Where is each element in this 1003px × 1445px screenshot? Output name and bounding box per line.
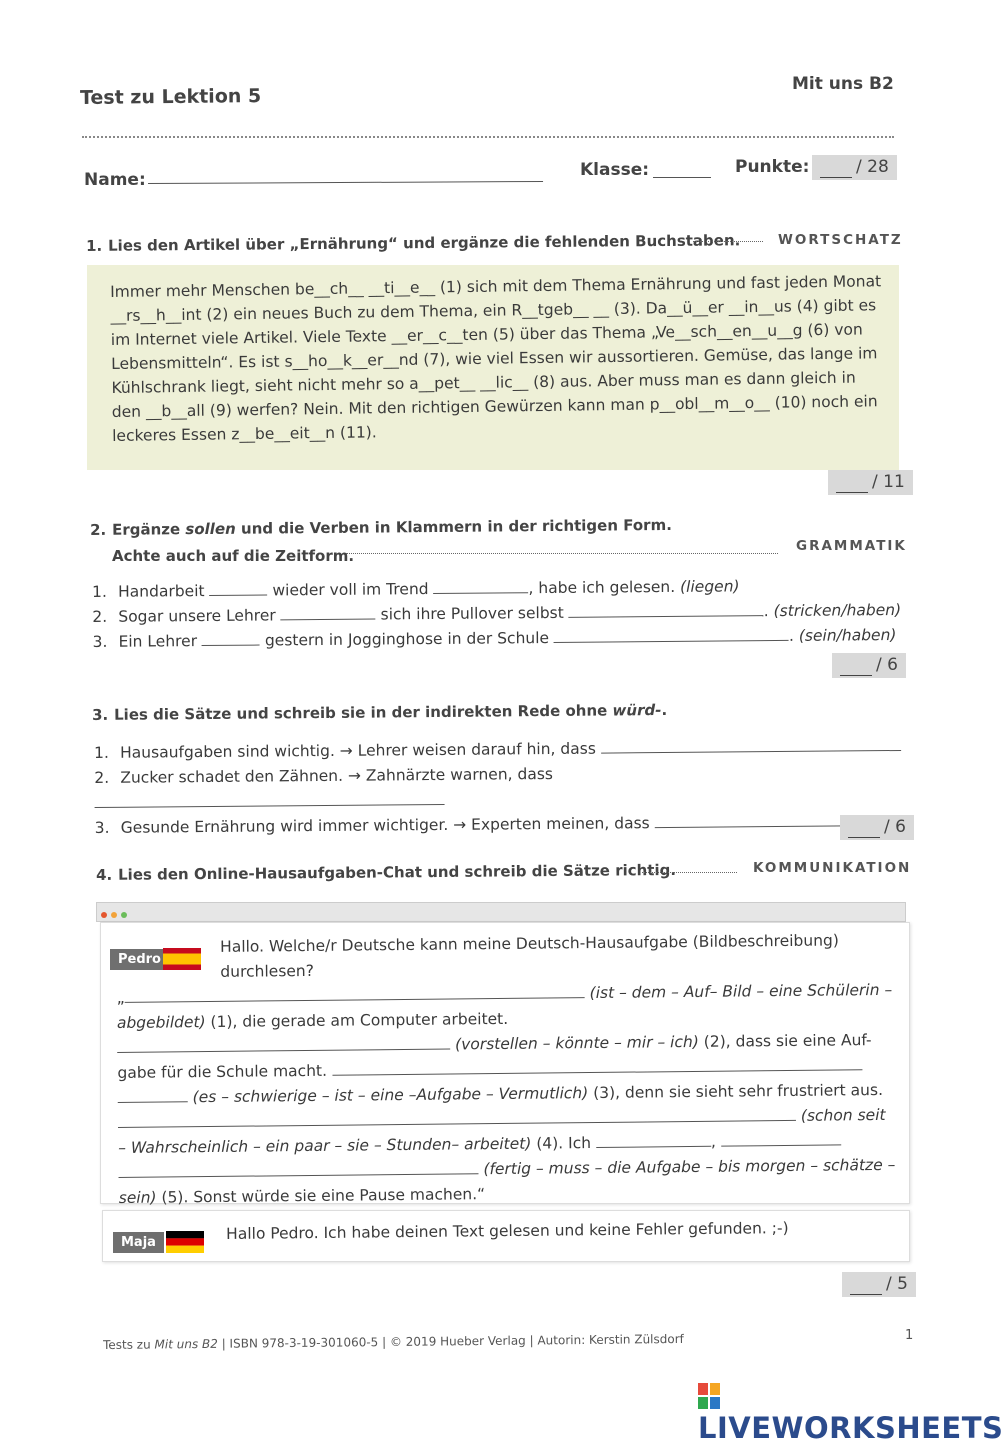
item-text: .: [788, 626, 794, 645]
sender-maja: Maja: [113, 1232, 164, 1253]
task1-number: 1.: [86, 236, 103, 255]
task2-instruction-italic: sollen: [185, 519, 236, 539]
liveworksheets-brand: LIVEWORKSHEETS: [698, 1411, 1003, 1445]
item-text: Sogar unsere Lehrer: [118, 606, 276, 626]
item-number: 3.: [92, 632, 108, 651]
item-text: Ein Lehrer: [118, 632, 198, 651]
pedro-message: [116, 928, 899, 1211]
task1-score-max: / 11: [872, 472, 905, 492]
item-number: 2.: [94, 768, 110, 787]
word-hint: (schon seit: [800, 1105, 886, 1125]
header-divider: [82, 136, 894, 138]
quote-mark: „: [116, 988, 125, 1007]
task3-title: [92, 701, 667, 724]
answer-blank[interactable]: [596, 1146, 711, 1148]
total-score-max: / 28: [856, 157, 889, 177]
name-input[interactable]: [148, 164, 543, 184]
task1-instruction: Lies den Artikel über „Ernährung“ und ergänze die fehlenden Buchstaben.: [107, 231, 741, 255]
item-text: Hausaufgaben sind wichtig. → Lehrer weisen darauf hin, dass: [120, 739, 596, 762]
word-hint: sein): [118, 1188, 157, 1207]
answer-blank[interactable]: [569, 615, 764, 618]
word-hint: (fertig – muss – die Aufgabe – bis morgen – schätze –: [483, 1155, 896, 1179]
message-text: (2), dass sie eine Auf-: [698, 1031, 872, 1051]
answer-blank[interactable]: [601, 750, 901, 754]
total-score: [812, 155, 897, 180]
task4-score: [842, 1272, 916, 1297]
message-text: ,: [710, 1132, 716, 1151]
cloze-line[interactable]: __rs__h__int (2) ein neues Buch zu dem Thema, ein R__tgeb__ __ (3). Da__ü__er __in__us (4) gibt es: [110, 296, 877, 325]
task2-list: [92, 573, 908, 655]
answer-blank[interactable]: [125, 997, 585, 1003]
answer-blank[interactable]: [118, 1120, 796, 1128]
name-label: Name:: [84, 170, 146, 190]
message-text: (3), denn sie sieht sehr frustriert aus.: [588, 1080, 884, 1103]
germany-flag-icon: [166, 1231, 204, 1253]
task4-score-max: / 5: [886, 1274, 908, 1294]
task1-title: [86, 231, 740, 255]
maja-message: Hallo Pedro. Ich habe deinen Text gelesen und keine Fehler gefunden. ;-): [226, 1219, 789, 1243]
item-number: 1.: [94, 743, 109, 762]
window-dot-icon: [101, 912, 107, 918]
task3-instruction-b: .: [661, 700, 668, 720]
task2-instruction-a: Ergänze: [111, 520, 186, 539]
task3-instruction-italic: würd-: [612, 701, 662, 720]
answer-blank[interactable]: [119, 1173, 479, 1178]
task3-item: [94, 759, 906, 816]
pedro-intro: durchlesen?: [220, 961, 315, 981]
item-number: 1.: [92, 582, 107, 601]
task3-list: [94, 734, 907, 841]
task3-score: [840, 815, 914, 840]
task3-score-input[interactable]: [848, 817, 880, 838]
task1-leader: [693, 241, 763, 242]
item-number: 2.: [92, 607, 108, 626]
item-text: Zucker schadet den Zähnen. → Zahnärzte warnen, dass: [120, 764, 554, 787]
task2-instruction-b: und die Verben in Klammern in der richtigen Form.: [235, 515, 672, 538]
book-title: Mit uns B2: [792, 74, 894, 94]
answer-blank[interactable]: [721, 1144, 841, 1146]
test-title: Test zu Lektion 5: [79, 85, 262, 109]
window-dot-icon: [121, 912, 127, 918]
verb-hint: (liegen): [680, 577, 740, 596]
task2-leader: [346, 553, 778, 554]
cloze-text: [110, 269, 884, 448]
task2-number: 2.: [90, 520, 107, 539]
message-text: (5). Sonst würde sie eine Pause machen.“: [156, 1185, 486, 1207]
sender-pedro: Pedro: [110, 949, 169, 970]
task4-instruction: Lies den Online-Hausaufgaben-Chat und schreib die Sätze richtig.: [117, 860, 677, 884]
cloze-line[interactable]: Kühlschrank liegt, sieht nicht mehr so a__pet__ __lic__ (8) aus. Aber muss man es dann gleich in: [111, 368, 856, 397]
answer-blank[interactable]: [332, 1069, 862, 1076]
task1-score-input[interactable]: [836, 472, 868, 493]
task4-number: 4.: [96, 865, 113, 884]
task3-number: 3.: [92, 705, 109, 724]
message-text: gabe für die Schule macht.: [117, 1061, 328, 1082]
task3-score-max: / 6: [884, 817, 906, 837]
verb-hint: (sein/haben): [798, 625, 897, 645]
task2-title-line2: Achte auch auf die Zeitform.: [112, 547, 355, 565]
task4-title: [96, 861, 676, 884]
cloze-line[interactable]: im Internet viele Artikel. Viele Texte __er__c__ten (5) über das Thema „Ve__sch__en__u__g (6) von: [110, 320, 863, 349]
task2-section-tag: GRAMMATIK: [796, 538, 907, 554]
task2-score-input[interactable]: [840, 655, 872, 676]
task1-score: [828, 470, 913, 495]
chat-window-titlebar: [96, 902, 906, 922]
task3-instruction-a: Lies die Sätze und schreib sie in der indirekten Rede ohne: [113, 701, 613, 724]
footer-credits: [103, 1332, 684, 1352]
pedro-intro: Hallo. Welche/r Deutsche kann meine Deutsch-Hausaufgabe (Bildbeschreibung): [220, 931, 839, 956]
cloze-line[interactable]: leckeres Essen z__be__eit__n (11).: [112, 423, 377, 445]
cloze-line[interactable]: Lebensmitteln“. Es ist s__ho__k__er__nd (7), wie viel Essen wir aussortieren. Gemüse, das lange im: [111, 344, 878, 373]
answer-blank[interactable]: [210, 594, 268, 596]
task2-title: [90, 516, 672, 539]
total-score-input[interactable]: [820, 157, 852, 178]
message-text: (4). Ich: [531, 1134, 592, 1153]
item-text: .: [763, 602, 769, 621]
answer-blank[interactable]: [118, 1101, 188, 1103]
liveworksheets-logo: [698, 1377, 1003, 1445]
word-hint: (ist – dem – Auf– Bild – eine Schülerin –: [589, 980, 893, 1003]
word-hint: (vorstellen – könnte – mir – ich): [454, 1032, 699, 1054]
points-label: Punkte:: [735, 157, 810, 177]
answer-blank[interactable]: [95, 804, 445, 808]
word-hint: abgebildet): [116, 1013, 206, 1032]
item-number: 3.: [94, 818, 110, 837]
footer-book: Mit uns B2: [154, 1336, 218, 1352]
task4-score-input[interactable]: [850, 1274, 882, 1295]
footer-text: Tests zu: [103, 1337, 155, 1352]
task4-leader: [642, 872, 737, 873]
answer-blank[interactable]: [434, 592, 529, 594]
verb-hint: (stricken/haben): [773, 600, 902, 621]
footer-text: | ISBN 978-3-19-301060-5 | © 2019 Hueber Verlag | Autorin: Kerstin Zülsdorf: [217, 1331, 684, 1351]
class-label: Klasse:: [580, 160, 650, 180]
word-hint: (es – schwierige – ist – eine –Aufgabe – Vermutlich): [192, 1084, 589, 1107]
class-input[interactable]: [653, 160, 711, 178]
message-text: (1), die gerade am Computer arbeitet.: [205, 1009, 509, 1032]
window-dot-icon: [111, 912, 117, 918]
answer-blank[interactable]: [281, 619, 376, 621]
cloze-line[interactable]: den __b__all (9) werfen? Nein. Mit den richtigen Gewürzen kann man p__obl__m__o__ (10) noch ein: [111, 392, 878, 421]
item-text: Handarbeit: [118, 582, 205, 601]
task1-section-tag: WORTSCHATZ: [778, 232, 903, 248]
item-text: sich ihre Pullover selbst: [380, 603, 564, 624]
task2-score-max: / 6: [876, 655, 898, 675]
task4-section-tag: KOMMUNIKATION: [753, 860, 912, 876]
answer-blank[interactable]: [554, 640, 789, 643]
answer-blank[interactable]: [202, 645, 260, 647]
item-text: gestern in Jogginghose in der Schule: [264, 629, 550, 650]
item-text: wieder voll im Trend: [272, 580, 429, 600]
liveworksheets-icon: [698, 1383, 720, 1409]
item-text: Gesunde Ernährung wird immer wichtiger. → Experten meinen, dass: [120, 814, 650, 837]
page-number: 1: [905, 1328, 914, 1343]
answer-blank[interactable]: [117, 1049, 450, 1053]
word-hint: – Wahrscheinlich – ein paar – sie – Stunden– arbeitet): [118, 1134, 532, 1157]
item-text: , habe ich gelesen.: [528, 577, 676, 598]
task2-score: [832, 653, 906, 678]
cloze-line[interactable]: Immer mehr Menschen be__ch__ __ti__e__ (1) sich mit dem Thema Ernährung und fast jeden Monat: [110, 272, 882, 301]
